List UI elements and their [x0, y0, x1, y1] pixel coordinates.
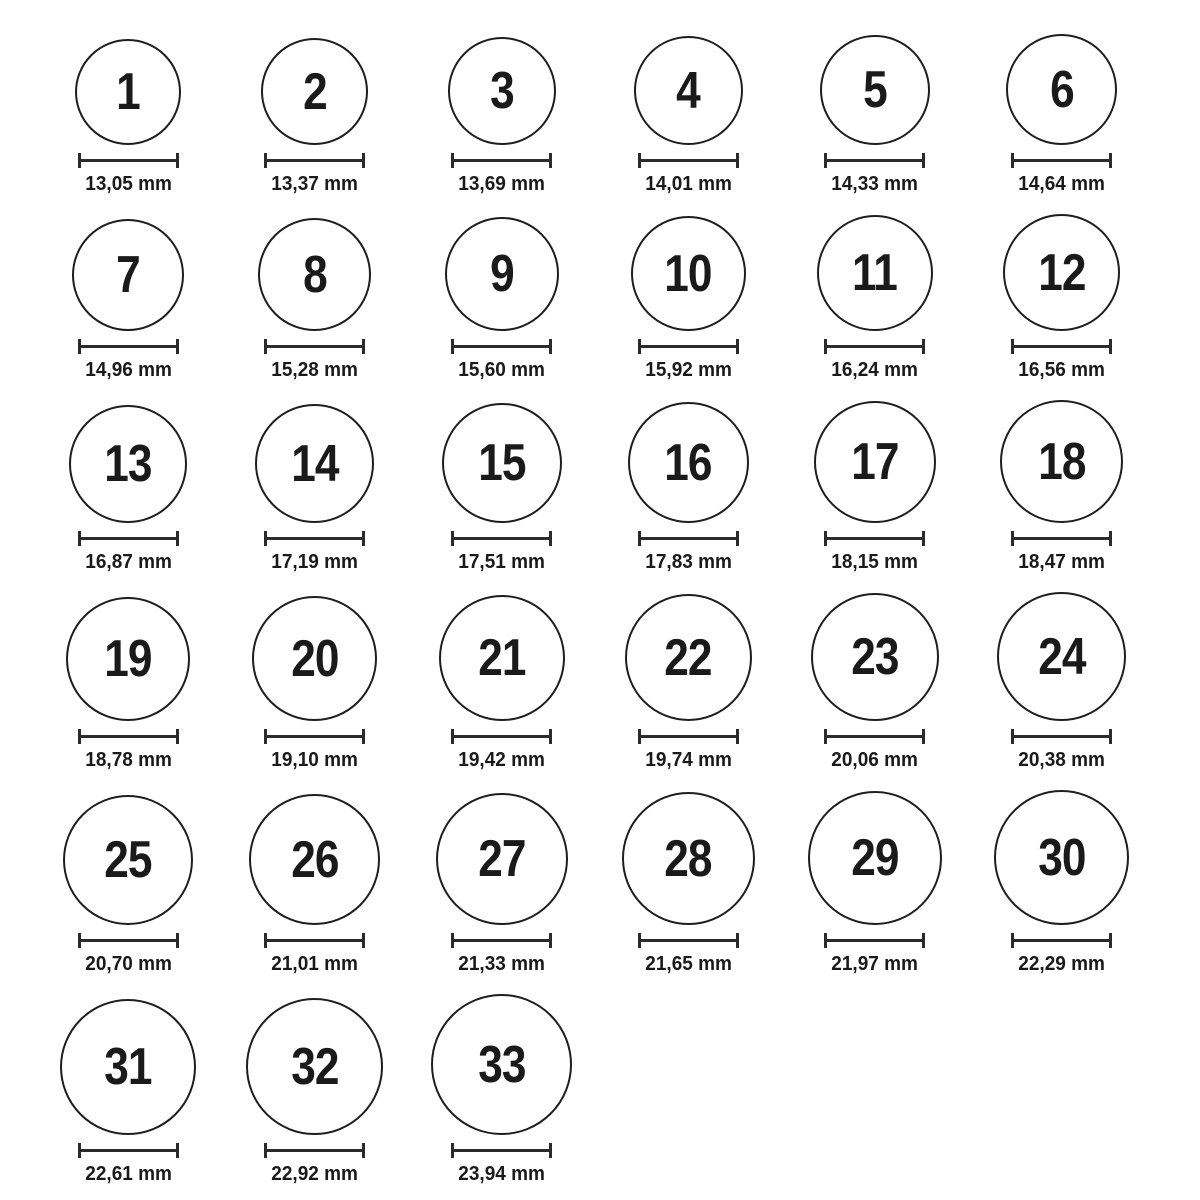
ring-size-cell-22 — [625, 594, 752, 772]
ring-size-number: 3 — [489, 62, 514, 120]
diameter-label: 18,47 mm — [1018, 551, 1105, 573]
measure-bar — [638, 345, 739, 348]
ring-size-cell-16 — [628, 402, 749, 574]
ring-circle — [69, 405, 187, 523]
ring-circle — [255, 404, 374, 523]
ring-circle — [252, 596, 377, 721]
ring-size-number: 32 — [291, 1037, 339, 1096]
measure-right-tick-icon — [736, 933, 739, 948]
measure-right-tick-icon — [549, 339, 552, 354]
ring-circle — [63, 795, 193, 925]
ring-circle — [811, 593, 939, 721]
diameter-label: 22,92 mm — [271, 1163, 359, 1185]
measure-bar — [1011, 159, 1112, 162]
diameter-measure-line — [451, 153, 552, 168]
measure-right-tick-icon — [176, 1143, 179, 1158]
diameter-measure-line — [1011, 729, 1112, 744]
measure-right-tick-icon — [362, 153, 365, 168]
diameter-measure-line — [264, 729, 365, 744]
ring-size-number: 10 — [664, 244, 713, 303]
ring-size-cell-3 — [448, 37, 556, 196]
ring-circle — [817, 215, 933, 331]
diameter-label: 14,64 mm — [1018, 173, 1105, 195]
ring-size-number: 18 — [1037, 432, 1086, 491]
ring-size-number: 8 — [303, 245, 327, 304]
measure-right-tick-icon — [1109, 531, 1112, 546]
ring-size-cell-21 — [439, 595, 565, 772]
ring-size-cell-32 — [246, 998, 383, 1186]
ring-circle — [249, 794, 380, 925]
ring-circle — [448, 37, 556, 145]
ring-size-cell-25 — [63, 795, 193, 976]
measure-right-tick-icon — [176, 153, 179, 168]
ring-circle — [261, 38, 368, 145]
diameter-label: 16,24 mm — [831, 359, 919, 381]
measure-right-tick-icon — [176, 933, 179, 948]
measure-bar — [1011, 345, 1112, 348]
measure-right-tick-icon — [362, 933, 365, 948]
diameter-measure-line — [78, 1143, 179, 1158]
measure-bar — [638, 939, 739, 942]
ring-size-cell-19 — [66, 597, 190, 772]
ring-size-cell-17 — [814, 401, 936, 574]
ring-size-cell-28 — [622, 792, 755, 976]
diameter-label: 19,74 mm — [645, 749, 732, 771]
measure-bar — [264, 735, 365, 738]
diameter-label: 13,37 mm — [271, 173, 359, 195]
diameter-measure-line — [824, 153, 925, 168]
ring-circle — [258, 218, 371, 331]
measure-right-tick-icon — [922, 729, 925, 744]
ring-size-number: 21 — [477, 629, 526, 687]
ring-circle — [439, 595, 565, 721]
diameter-label: 19,10 mm — [271, 749, 359, 771]
measure-right-tick-icon — [736, 153, 739, 168]
measure-right-tick-icon — [549, 153, 552, 168]
ring-size-number: 29 — [851, 829, 899, 887]
ring-circle — [60, 999, 196, 1135]
ring-circle — [442, 403, 562, 523]
measure-right-tick-icon — [1109, 933, 1112, 948]
measure-bar — [451, 159, 552, 162]
ring-size-number: 4 — [676, 61, 701, 120]
measure-right-tick-icon — [1109, 339, 1112, 354]
ring-size-cell-6 — [1006, 34, 1117, 196]
diameter-measure-line — [1011, 933, 1112, 948]
diameter-label: 18,15 mm — [831, 551, 919, 573]
ring-size-cell-29 — [808, 791, 942, 976]
ring-circle — [431, 994, 572, 1135]
measure-bar — [638, 735, 739, 738]
ring-circle — [625, 594, 752, 721]
diameter-label: 14,33 mm — [831, 173, 919, 195]
diameter-measure-line — [78, 339, 179, 354]
measure-right-tick-icon — [362, 729, 365, 744]
ring-size-cell-4 — [634, 36, 743, 196]
ring-size-number: 23 — [851, 628, 899, 686]
ring-size-cell-9 — [445, 217, 559, 382]
diameter-label: 16,56 mm — [1018, 359, 1105, 381]
ring-circle — [1000, 400, 1123, 523]
ring-circle — [66, 597, 190, 721]
measure-right-tick-icon — [922, 933, 925, 948]
ring-size-number: 9 — [489, 245, 514, 303]
ring-size-cell-8 — [258, 218, 371, 382]
diameter-measure-line — [1011, 531, 1112, 546]
diameter-measure-line — [1011, 339, 1112, 354]
diameter-label: 17,19 mm — [271, 551, 359, 573]
diameter-measure-line — [451, 933, 552, 948]
diameter-label: 18,78 mm — [85, 749, 172, 771]
diameter-measure-line — [824, 933, 925, 948]
diameter-measure-line — [638, 933, 739, 948]
diameter-measure-line — [451, 531, 552, 546]
measure-right-tick-icon — [176, 729, 179, 744]
ring-size-number: 22 — [664, 628, 713, 687]
ring-size-number: 27 — [477, 830, 526, 888]
measure-right-tick-icon — [922, 153, 925, 168]
diameter-label: 21,01 mm — [271, 953, 359, 975]
diameter-label: 20,38 mm — [1018, 749, 1105, 771]
ring-circle — [445, 217, 559, 331]
diameter-label: 22,61 mm — [85, 1163, 172, 1185]
ring-size-cell-23 — [811, 593, 939, 772]
ring-size-cell-2 — [261, 38, 368, 196]
ring-size-number: 6 — [1049, 60, 1074, 119]
diameter-measure-line — [264, 339, 365, 354]
measure-right-tick-icon — [176, 339, 179, 354]
ring-size-number: 28 — [664, 829, 713, 888]
measure-bar — [264, 537, 365, 540]
measure-bar — [824, 345, 925, 348]
measure-bar — [78, 735, 179, 738]
ring-size-cell-15 — [442, 403, 562, 574]
ring-size-number: 19 — [104, 630, 153, 688]
measure-bar — [451, 537, 552, 540]
ring-size-number: 7 — [116, 246, 141, 304]
diameter-label: 14,01 mm — [645, 173, 732, 195]
diameter-label: 21,65 mm — [645, 953, 732, 975]
diameter-measure-line — [638, 729, 739, 744]
diameter-label: 17,51 mm — [458, 551, 545, 573]
ring-size-number: 2 — [303, 62, 327, 121]
measure-bar — [78, 1149, 179, 1152]
diameter-measure-line — [451, 339, 552, 354]
diameter-measure-line — [78, 933, 179, 948]
diameter-measure-line — [638, 531, 739, 546]
measure-bar — [824, 159, 925, 162]
measure-right-tick-icon — [549, 1143, 552, 1158]
measure-bar — [264, 345, 365, 348]
measure-right-tick-icon — [549, 531, 552, 546]
diameter-label: 15,60 mm — [458, 359, 545, 381]
measure-bar — [451, 345, 552, 348]
diameter-label: 13,69 mm — [458, 173, 545, 195]
measure-right-tick-icon — [362, 339, 365, 354]
diameter-label: 17,83 mm — [645, 551, 732, 573]
ring-size-cell-33 — [431, 994, 572, 1186]
diameter-label: 16,87 mm — [85, 551, 172, 573]
ring-size-cell-1 — [75, 39, 181, 196]
diameter-label: 15,92 mm — [645, 359, 732, 381]
ring-circle — [997, 592, 1126, 721]
ring-circle — [820, 35, 930, 145]
measure-bar — [78, 537, 179, 540]
diameter-measure-line — [824, 531, 925, 546]
ring-size-number: 14 — [291, 434, 339, 493]
ring-size-cell-26 — [249, 794, 380, 976]
ring-size-number: 30 — [1037, 828, 1086, 887]
measure-bar — [78, 939, 179, 942]
measure-right-tick-icon — [362, 531, 365, 546]
measure-right-tick-icon — [736, 531, 739, 546]
diameter-label: 21,97 mm — [831, 953, 919, 975]
ring-size-number: 20 — [291, 629, 339, 688]
ring-size-number: 13 — [104, 435, 153, 493]
diameter-measure-line — [451, 1143, 552, 1158]
diameter-measure-line — [78, 153, 179, 168]
measure-bar — [1011, 735, 1112, 738]
measure-bar — [451, 1149, 552, 1152]
diameter-label: 19,42 mm — [458, 749, 545, 771]
diameter-measure-line — [451, 729, 552, 744]
diameter-label: 20,70 mm — [85, 953, 172, 975]
measure-right-tick-icon — [922, 339, 925, 354]
ring-circle — [628, 402, 749, 523]
diameter-measure-line — [638, 153, 739, 168]
ring-circle — [631, 216, 746, 331]
measure-right-tick-icon — [1109, 729, 1112, 744]
measure-right-tick-icon — [922, 531, 925, 546]
diameter-measure-line — [638, 339, 739, 354]
measure-bar — [638, 159, 739, 162]
ring-circle — [1003, 214, 1120, 331]
ring-size-cell-7 — [72, 219, 184, 382]
diameter-measure-line — [78, 729, 179, 744]
measure-bar — [1011, 537, 1112, 540]
diameter-measure-line — [824, 339, 925, 354]
measure-bar — [78, 159, 179, 162]
measure-right-tick-icon — [549, 729, 552, 744]
measure-bar — [1011, 939, 1112, 942]
ring-circle — [75, 39, 181, 145]
ring-size-cell-24 — [997, 592, 1126, 772]
ring-size-cell-10 — [631, 216, 746, 382]
ring-size-number: 1 — [116, 63, 141, 121]
ring-size-cell-11 — [817, 215, 933, 382]
measure-bar — [264, 159, 365, 162]
diameter-label: 13,05 mm — [85, 173, 172, 195]
diameter-measure-line — [264, 1143, 365, 1158]
measure-bar — [824, 537, 925, 540]
ring-size-cell-31 — [60, 999, 196, 1186]
ring-circle — [808, 791, 942, 925]
measure-bar — [78, 345, 179, 348]
measure-bar — [264, 939, 365, 942]
ring-size-cell-30 — [994, 790, 1129, 976]
ring-size-number: 24 — [1037, 627, 1086, 686]
ring-size-number: 11 — [852, 244, 898, 302]
diameter-measure-line — [264, 153, 365, 168]
measure-bar — [264, 1149, 365, 1152]
measure-right-tick-icon — [736, 339, 739, 354]
diameter-measure-line — [1011, 153, 1112, 168]
ring-size-number: 15 — [477, 434, 526, 492]
ring-size-number: 25 — [104, 831, 153, 889]
ring-size-cell-20 — [252, 596, 377, 772]
ring-size-number: 33 — [477, 1035, 526, 1094]
diameter-label: 22,29 mm — [1018, 953, 1105, 975]
ring-size-cell-5 — [820, 35, 930, 196]
ring-circle — [72, 219, 184, 331]
measure-bar — [638, 537, 739, 540]
measure-right-tick-icon — [549, 933, 552, 948]
measure-right-tick-icon — [362, 1143, 365, 1158]
ring-size-number: 31 — [104, 1038, 153, 1096]
measure-bar — [451, 939, 552, 942]
ring-circle — [1006, 34, 1117, 145]
ring-size-number: 12 — [1037, 243, 1086, 302]
ring-size-cell-27 — [436, 793, 568, 976]
measure-right-tick-icon — [1109, 153, 1112, 168]
diameter-label: 15,28 mm — [271, 359, 359, 381]
ring-size-number: 16 — [664, 433, 713, 492]
diameter-label: 23,94 mm — [458, 1163, 545, 1185]
ring-size-number: 17 — [851, 433, 899, 491]
ring-circle — [994, 790, 1129, 925]
diameter-measure-line — [78, 531, 179, 546]
measure-right-tick-icon — [736, 729, 739, 744]
ring-size-cell-18 — [1000, 400, 1123, 574]
diameter-measure-line — [264, 531, 365, 546]
ring-circle — [814, 401, 936, 523]
ring-size-chart — [35, 0, 1155, 1186]
ring-circle — [634, 36, 743, 145]
ring-size-cell-13 — [69, 405, 187, 574]
measure-bar — [824, 735, 925, 738]
diameter-label: 20,06 mm — [831, 749, 919, 771]
measure-bar — [451, 735, 552, 738]
measure-bar — [824, 939, 925, 942]
ring-circle — [622, 792, 755, 925]
diameter-label: 21,33 mm — [458, 953, 545, 975]
diameter-measure-line — [824, 729, 925, 744]
ring-size-cell-12 — [1003, 214, 1120, 382]
measure-right-tick-icon — [176, 531, 179, 546]
ring-circle — [436, 793, 568, 925]
ring-size-number: 26 — [291, 830, 339, 889]
ring-size-number: 5 — [863, 61, 887, 119]
ring-circle — [246, 998, 383, 1135]
diameter-label: 14,96 mm — [85, 359, 172, 381]
ring-size-cell-14 — [255, 404, 374, 574]
diameter-measure-line — [264, 933, 365, 948]
